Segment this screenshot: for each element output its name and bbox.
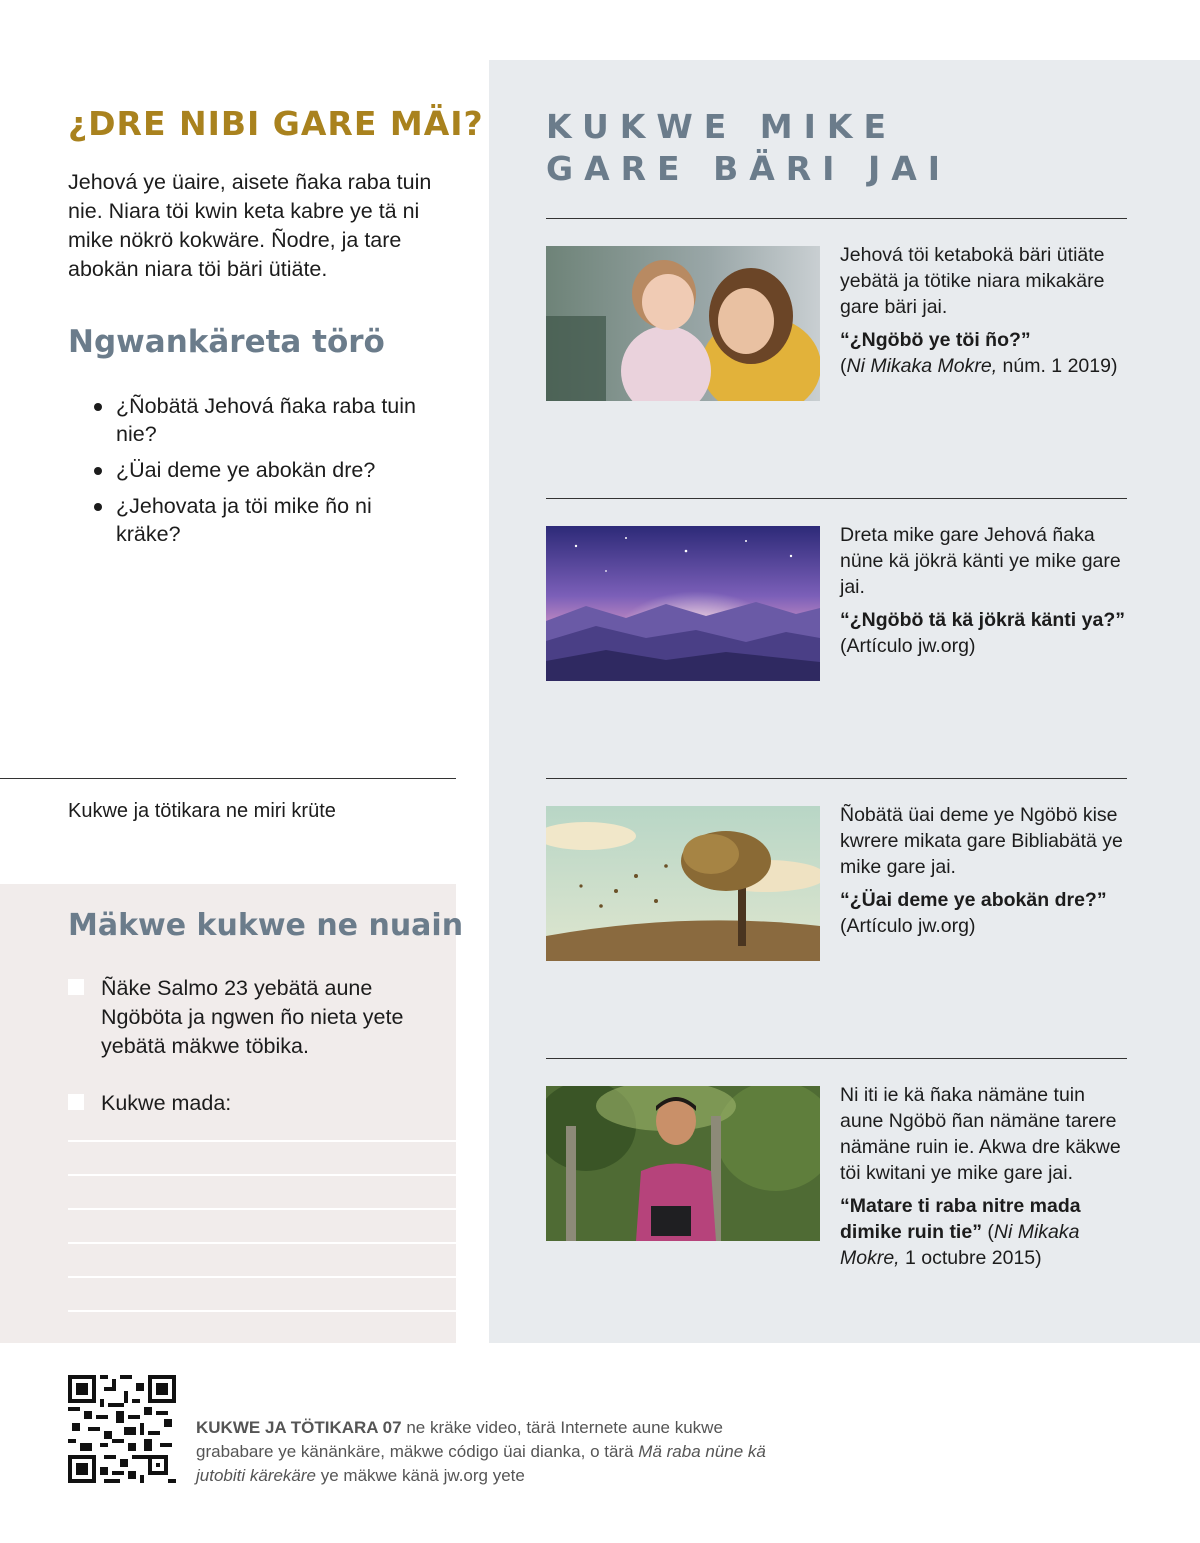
divider xyxy=(0,778,456,779)
footer-text xyxy=(196,1416,796,1488)
resources-heading-line: KUKWE MIKE xyxy=(546,107,898,146)
resource-citation[interactable] xyxy=(840,1193,1130,1271)
resources-heading xyxy=(546,106,951,190)
starry-sky-sunrise-mountains-illustration xyxy=(546,526,820,681)
lesson-caption: Kukwe ja tötikara ne miri krüte xyxy=(68,800,336,822)
footer-lesson-label: KUKWE JA TÖTIKARA 07 xyxy=(196,1418,402,1437)
tree-leaves-blowing-in-wind-illustration xyxy=(546,806,820,961)
question-item xyxy=(92,392,432,448)
divider xyxy=(546,1058,1127,1059)
writing-line[interactable] xyxy=(68,1208,456,1210)
writing-line[interactable] xyxy=(68,1310,456,1312)
bullet-icon xyxy=(94,467,102,475)
resource-description: Ñobätä üai deme ye Ngöbö kise kwrere mikata gare Bibliabätä ye mike gare jai. xyxy=(840,804,1123,878)
resource-description: Ni iti ie kä ñaka nämäne tuin aune Ngöbö ñan nämäne tarere nämäne ruin ie. Akwa dre käkwe töi kwitani ye mike gare jai. xyxy=(840,1084,1121,1184)
question-item xyxy=(92,492,432,548)
writing-line[interactable] xyxy=(68,1140,456,1142)
task-text: Kukwe mada: xyxy=(101,1091,232,1115)
section-heading-what-bible-says: ¿DRE NIBI GARE MÄI? xyxy=(68,104,484,143)
resource-title[interactable]: “Matare ti raba nitre mada dimike ruin tie” xyxy=(840,1195,1081,1243)
intro-paragraph: Jehová ye üaire, aisete ñaka raba tuin nie. Niara töi kwin keta kabre ye tä ni mike nökrö kokwäre. Ñodre, ja tare abokän niara töi bäri ütiäte. xyxy=(68,170,432,281)
checkbox[interactable] xyxy=(68,979,84,995)
resource-text xyxy=(840,242,1130,379)
resource-description: Dreta mike gare Jehová ñaka nüne kä jökrä känti ye mike gare jai. xyxy=(840,524,1121,598)
resource-title[interactable]: “¿Ngöbö tä kä jökrä känti ya?” xyxy=(840,609,1125,631)
smiling-man-with-shoulder-bag-photo xyxy=(546,1086,820,1241)
question-item xyxy=(92,456,432,484)
resource-title[interactable]: “¿Üai deme ye abokän dre?” xyxy=(840,889,1107,911)
notes-heading: Mäkwe kukwe ne nuain xyxy=(68,908,464,943)
checkbox[interactable] xyxy=(68,1094,84,1110)
footer-body-end: ye mäkwe känä jw.org yete xyxy=(316,1466,525,1485)
resource-source-pre: (Artículo jw.org) xyxy=(840,635,976,657)
divider xyxy=(546,498,1127,499)
writing-line[interactable] xyxy=(68,1276,456,1278)
writing-line[interactable] xyxy=(68,1174,456,1176)
resource-source-pre: ( xyxy=(840,355,847,377)
qr-code-icon[interactable] xyxy=(68,1375,176,1483)
divider xyxy=(546,218,1127,219)
bullet-icon xyxy=(94,503,102,511)
resource-source-pre: ( xyxy=(981,1221,994,1243)
resource-text xyxy=(840,522,1130,659)
resources-heading-line: GARE BÄRI JAI xyxy=(546,149,952,188)
questions-list xyxy=(92,392,432,556)
task-item xyxy=(68,1089,428,1118)
question-text: ¿Jehovata ja töi mike ño ni kräke? xyxy=(116,494,372,546)
questions-heading: Ngwankäreta törö xyxy=(68,324,385,360)
resource-source-pre: (Artículo jw.org) xyxy=(840,915,976,937)
resource-title[interactable]: “¿Ngöbö ye töi ño?” xyxy=(840,329,1031,351)
mother-holding-baby-photo xyxy=(546,246,820,401)
question-text: ¿Ñobätä Jehová ñaka raba tuin nie? xyxy=(116,394,417,446)
footer-app-name: Mä raba nüne kä jutobiti kärekäre xyxy=(196,1442,766,1485)
task-item xyxy=(68,974,428,1061)
footer-body: ne kräke video, tärä Internete aune kukwe grababare ye känänkäre, mäkwe código üai dianka, o tärä xyxy=(196,1418,723,1461)
resource-source-post: 1 octubre 2015) xyxy=(899,1247,1042,1269)
resource-description: Jehová töi ketabokä bäri ütiäte yebätä ja tötike niara mikakäre gare bäri jai. xyxy=(840,244,1105,318)
resource-citation[interactable] xyxy=(840,887,1130,939)
resource-source-italic: Ni Mikaka Mokre, xyxy=(846,355,998,377)
resource-source-post: núm. 1 2019) xyxy=(997,355,1118,377)
resource-text xyxy=(840,802,1130,939)
resource-citation[interactable] xyxy=(840,327,1130,379)
writing-line[interactable] xyxy=(68,1242,456,1244)
resource-citation[interactable] xyxy=(840,607,1130,659)
task-text: Ñäke Salmo 23 yebätä aune Ngöböta ja ngwen ño nieta yete yebätä mäkwe töbika. xyxy=(101,976,404,1058)
resource-text xyxy=(840,1082,1130,1271)
resource-source-italic: Ni Mikaka Mokre, xyxy=(840,1221,1080,1269)
bullet-icon xyxy=(94,403,102,411)
question-text: ¿Üai deme ye abokän dre? xyxy=(116,458,376,482)
divider xyxy=(546,778,1127,779)
